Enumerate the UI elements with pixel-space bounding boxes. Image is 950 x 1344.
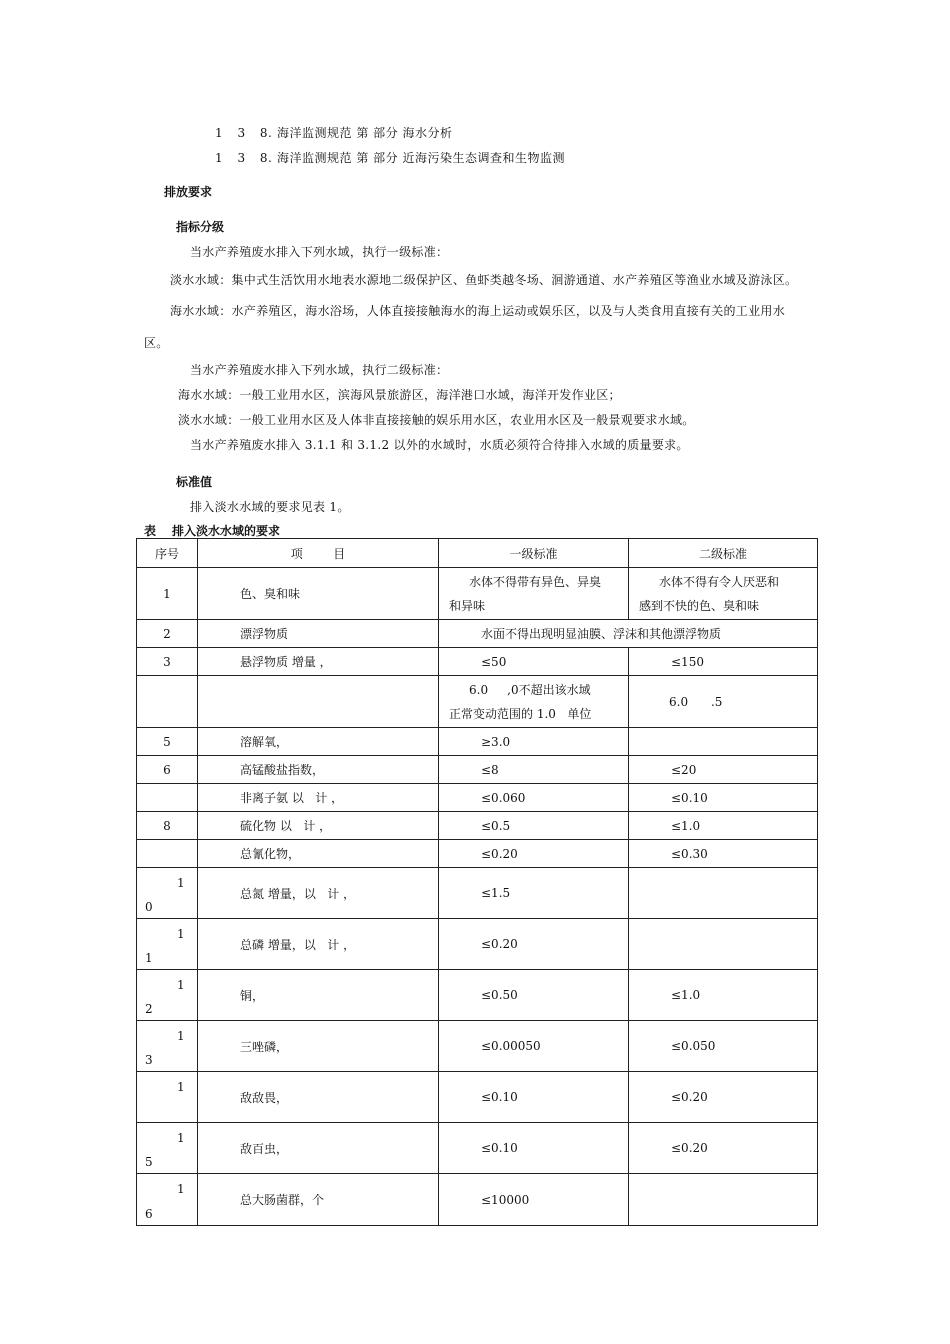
row-grade1: ≥3.0 [439,728,629,756]
table-row [137,756,818,784]
row-no: 1 6 [137,1174,198,1226]
row-no: 1 3 [137,1021,198,1072]
row-no: 6 [137,756,198,784]
subsection-title-standard-values: 标准值 [176,475,213,489]
paragraph: 排入淡水水域的要求见表 1。 [190,500,350,514]
table-row [137,970,818,1021]
row-grade1: ≤0.10 [439,1072,629,1123]
row-grade2: ≤150 [629,648,818,676]
row-no: 1 5 [137,1123,198,1174]
row-item: 总磷 增量，以 计 ， [198,919,439,970]
row-no: 3 [137,648,198,676]
row-grade2: ≤0.30 [629,840,818,868]
paragraph: 当水产养殖废水排入下列水域，执行一级标准： [190,245,449,259]
row-no [137,784,198,812]
paragraph: 淡水水域：集中式生活饮用水地表水源地二级保护区、鱼虾类越冬场、洄游通道、水产养殖区等渔业水域及游泳区。 [170,273,798,287]
paragraph: 当水产养殖废水排入 3.1.1 和 3.1.2 以外的水域时，水质必须符合待排入水域的质量要求。 [190,438,689,452]
row-grade2: ≤1.0 [629,812,818,840]
row-no: 1 [137,568,198,620]
table-row [137,728,818,756]
table-row [137,1072,818,1123]
row-grade1: 水体不得带有异色、异臭 和异味 [439,568,629,620]
header-no: 序号 [137,539,198,568]
row-item: 高锰酸盐指数， [198,756,439,784]
subsection-title-grading: 指标分级 [176,220,225,234]
table-row [137,812,818,840]
row-grade1: ≤0.10 [439,1123,629,1174]
paragraph: 海水水域：水产养殖区，海水浴场，人体直接接触海水的海上运动或娱乐区，以及与人类食用直接有关的工业用水 [170,304,786,318]
row-item [198,676,439,728]
table-caption-text: 排入淡水水域的要求 [172,524,281,538]
row-grade1: ≤0.20 [439,919,629,970]
row-item: 漂浮物质 [198,620,439,648]
row-no: 1 0 [137,868,198,919]
row-grade2 [629,868,818,919]
header-grade1: 一级标准 [439,539,629,568]
reference-number: 1 3 8. [215,126,273,140]
row-grade1: ≤0.20 [439,840,629,868]
reference-number: 1 3 8. [215,151,273,165]
table-row [137,840,818,868]
row-no: 2 [137,620,198,648]
table-row [137,568,818,620]
row-item: 色、臭和味 [198,568,439,620]
table-row [137,620,818,648]
row-grade2: ≤0.20 [629,1072,818,1123]
table-row [137,868,818,919]
row-grade1: ≤0.5 [439,812,629,840]
row-item: 悬浮物质 增量 ， [198,648,439,676]
row-item: 总氰化物， [198,840,439,868]
row-grade2: ≤0.050 [629,1021,818,1072]
row-no: 5 [137,728,198,756]
row-grade2: ≤0.10 [629,784,818,812]
table-row [137,676,818,728]
table-row [137,1174,818,1226]
row-grade1: 6.0 ,0不超出该水域 正常变动范围的 1.0 单位 [439,676,629,728]
row-item: 溶解氧， [198,728,439,756]
row-grade1: ≤50 [439,648,629,676]
paragraph: 海水水域：一般工业用水区，滨海风景旅游区，海洋港口水域，海洋开发作业区； [178,388,621,402]
row-grade2 [629,919,818,970]
header-item: 项 目 [198,539,439,568]
reference-line-2 [215,149,565,166]
reference-line-1 [215,124,452,141]
table-row [137,1021,818,1072]
table-header-row [137,539,818,568]
header-grade2: 二级标准 [629,539,818,568]
row-grade2 [629,728,818,756]
row-grade1: ≤8 [439,756,629,784]
row-no: 1 [137,1072,198,1123]
row-merged-standard: 水面不得出现明显油膜、浮沫和其他漂浮物质 [439,620,818,648]
row-grade1: ≤0.00050 [439,1021,629,1072]
table-caption-label: 表 [144,524,157,538]
row-item: 总氮 增量，以 计 ， [198,868,439,919]
row-grade2 [629,1174,818,1226]
reference-title: 海洋监测规范 第 部分 海水分析 [277,126,453,140]
row-item: 硫化物 以 计 ， [198,812,439,840]
row-grade1: ≤1.5 [439,868,629,919]
paragraph-continued: 区。 [144,336,169,350]
row-grade1: ≤10000 [439,1174,629,1226]
row-no: 1 2 [137,970,198,1021]
row-item: 铜， [198,970,439,1021]
row-grade2: ≤1.0 [629,970,818,1021]
row-item: 总大肠菌群，个 [198,1174,439,1226]
row-grade1: ≤0.50 [439,970,629,1021]
table-row [137,648,818,676]
row-item: 敌百虫， [198,1123,439,1174]
section-title: 排放要求 [164,185,213,199]
row-no [137,840,198,868]
reference-title: 海洋监测规范 第 部分 近海污染生态调查和生物监测 [277,151,565,165]
row-grade2: 水体不得有令人厌恶和 感到不快的色、臭和味 [629,568,818,620]
row-no [137,676,198,728]
row-item: 三唑磷， [198,1021,439,1072]
row-grade2: ≤20 [629,756,818,784]
paragraph: 当水产养殖废水排入下列水域，执行二级标准： [190,363,449,377]
table-row [137,1123,818,1174]
table-caption [144,522,280,539]
table-row [137,919,818,970]
row-grade1: ≤0.060 [439,784,629,812]
row-no: 1 1 [137,919,198,970]
paragraph: 淡水水域：一般工业用水区及人体非直接接触的娱乐用水区，农业用水区及一般景观要求水域。 [178,413,695,427]
row-item: 敌敌畏， [198,1072,439,1123]
table-row [137,784,818,812]
row-item: 非离子氨 以 计 ， [198,784,439,812]
row-grade2: ≤0.20 [629,1123,818,1174]
standards-table [136,538,818,1226]
row-no: 8 [137,812,198,840]
row-grade2: 6.0 .5 [629,676,818,728]
